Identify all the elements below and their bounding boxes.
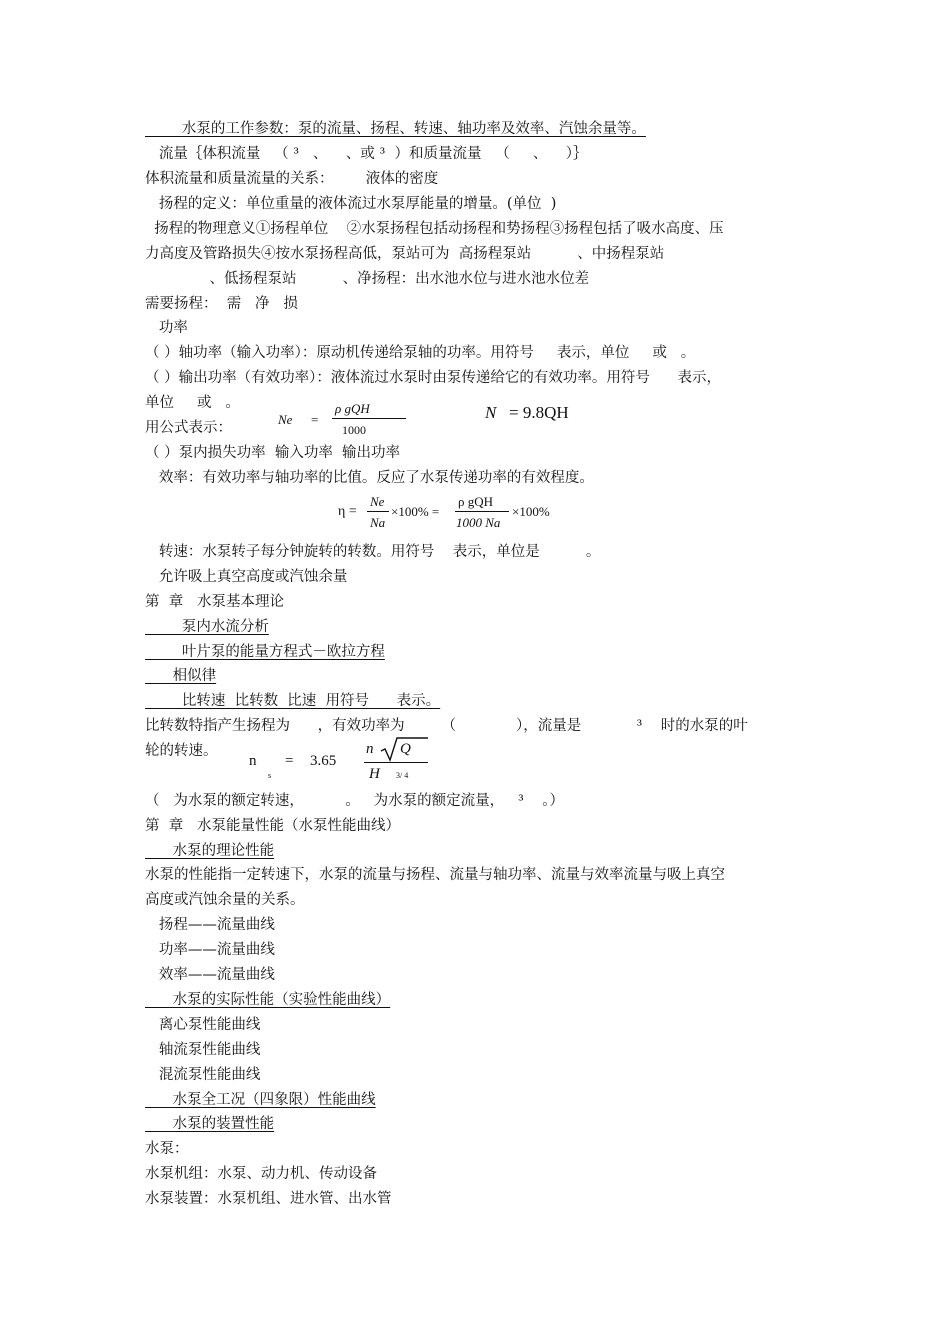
formula-eta-fraction-bar-2 xyxy=(455,511,509,512)
formula-eta-numerator-2: ρ gQH xyxy=(458,494,494,509)
formula-ns-denominator-h: H xyxy=(369,766,380,782)
formula-eta-denominator-1: Na xyxy=(370,515,386,530)
text-line-flow: 流量｛体积流量 （ ³ 、 、或 ³ ）和质量流量 （ 、 ）｝ xyxy=(145,146,588,162)
text-line-head-meaning-1: 扬程的物理意义①扬程单位 ②水泵扬程包括动扬程和势扬程③扬程包括了吸水高度、压 xyxy=(145,221,724,237)
formula-eta-numerator-1: Ne xyxy=(370,494,385,509)
text-line-speed: 转速：水泵转子每分钟旋转的转数。用符号 表示，单位是 。 xyxy=(145,544,601,560)
section-heading-four-quadrant: 水泵全工况（四象限）性能曲线 xyxy=(145,1092,376,1108)
formula-ne-denominator: 1000 xyxy=(342,423,366,437)
text-line-rated-values: （ 为水泵的额定转速， 。 为水泵的额定流量， ³ 。） xyxy=(145,793,564,809)
formula-ns-exponent: 3/ 4 xyxy=(396,771,409,780)
text-line-required-head: 需要扬程： 需 净 损 xyxy=(145,296,298,312)
section-heading-installation-performance: 水泵的装置性能 xyxy=(145,1116,275,1132)
text-line-pump-loss: （ ）泵内损失功率 输入功率 输出功率 xyxy=(145,445,401,461)
section-heading-actual-performance: 水泵的实际性能（实验性能曲线） xyxy=(145,992,391,1008)
section-heading-similarity-law: 相似律 xyxy=(145,668,217,684)
section-heading-flow-analysis: 泵内水流分析 xyxy=(145,619,269,635)
formula-ns-numerator-q: Q xyxy=(400,741,411,757)
list-item-mixed-flow-curve: 混流泵性能曲线 xyxy=(145,1067,261,1083)
section-heading-specific-speed: 比转速 比转数 比速 用符号 表示。 xyxy=(145,693,441,709)
text-line-shaft-power: （ ）轴功率（输入功率）：原动机传递给泵轴的功率。用符号 表示，单位 或 。 xyxy=(145,345,696,361)
text-line-performance-def-2: 高度或汽蚀余量的关系。 xyxy=(145,892,305,908)
formula-ne-lhs: Ne xyxy=(278,412,293,427)
text-line-head-definition: 扬程的定义：单位重量的液体流过水泵厚能量的增量。(单位 ) xyxy=(145,196,557,212)
text-line-specific-speed-def-1: 比转数特指产生扬程为 ，有效功率为 （ ），流量是 ³ 时的水泵的叶 xyxy=(145,718,748,734)
text-line-head-meaning-3: 、低扬程泵站 、净扬程：出水池水位与进水池水位差 xyxy=(145,271,590,287)
section-heading-euler-equation: 叶片泵的能量方程式－欧拉方程 xyxy=(145,644,385,660)
text-line-specific-speed-def-2: 轮的转速。 xyxy=(145,743,218,759)
text-line-efficiency: 效率：有效功率与轴功率的比值。反应了水泵传递功率的有效程度。 xyxy=(145,470,594,486)
text-line-formula-intro: 用公式表示： xyxy=(145,420,232,436)
text-line-output-power: （ ）输出功率（有效功率）：液体流过水泵时由泵传递给它的有效功率。用符号 表示， xyxy=(145,370,722,386)
text-line-head-meaning-2: 力高度及管路损失④按水泵扬程高低，泵站可为 高扬程泵站 、中扬程泵站 xyxy=(145,246,665,262)
list-item-centrifugal-curve: 离心泵性能曲线 xyxy=(145,1017,261,1033)
text-line-power: 功率 xyxy=(145,320,188,336)
formula-ne-equals: = xyxy=(311,412,319,427)
text-line-pump-installation: 水泵装置：水泵机组、进水管、出水管 xyxy=(145,1191,392,1207)
chapter-heading-energy-performance: 第 章 水泵能量性能（水泵性能曲线） xyxy=(145,818,401,834)
formula-n-rhs: = 9.8QH xyxy=(509,403,569,422)
list-item-efficiency-flow-curve: 效率——流量曲线 xyxy=(145,967,275,983)
text-line-pump: 水泵： xyxy=(145,1141,189,1157)
formula-ne-numerator: ρ gQH xyxy=(335,401,370,416)
section-heading-theoretical-performance: 水泵的理论性能 xyxy=(145,843,275,859)
formula-eta-tail: ×100% xyxy=(512,504,550,519)
chapter-heading-basic-theory: 第 章 水泵基本理论 xyxy=(145,594,285,610)
text-line-flow-relation: 体积流量和质量流量的关系： 液体的密度 xyxy=(145,171,439,187)
formula-eta-denominator-2: 1000 Na xyxy=(456,515,501,530)
list-item-head-flow-curve: 扬程——流量曲线 xyxy=(145,917,275,933)
formula-n-lhs: N xyxy=(485,403,497,422)
text-line-suction-height: 允许吸上真空高度或汽蚀余量 xyxy=(145,569,348,585)
formula-ns-n: n xyxy=(249,753,257,769)
text-line-performance-def-1: 水泵的性能指一定转速下，水泵的流量与扬程、流量与轴功率、流量与效率流量与吸上真空 xyxy=(145,867,725,883)
formula-eta-lhs: η = xyxy=(338,504,357,519)
formula-ns-fraction-bar xyxy=(364,762,428,763)
text-line-work-params: 水泵的工作参数：泵的流量、扬程、转速、轴功率及效率、汽蚀余量等。 xyxy=(145,121,646,137)
list-item-axial-curve: 轴流泵性能曲线 xyxy=(145,1042,261,1058)
formula-ns-subscript: s xyxy=(268,771,272,780)
list-item-power-flow-curve: 功率——流量曲线 xyxy=(145,942,275,958)
formula-ne-fraction-bar xyxy=(332,418,406,419)
formula-ns-numerator-n: n xyxy=(366,741,374,757)
text-line-output-unit: 单位 或 。 xyxy=(145,395,240,411)
formula-ns-equals: = xyxy=(285,753,294,769)
formula-eta-fraction-bar-1 xyxy=(367,511,389,512)
formula-eta-middle: ×100% = xyxy=(391,504,440,519)
text-line-pump-unit: 水泵机组：水泵、动力机、传动设备 xyxy=(145,1166,377,1182)
formula-ns-coefficient: 3.65 xyxy=(310,753,337,769)
